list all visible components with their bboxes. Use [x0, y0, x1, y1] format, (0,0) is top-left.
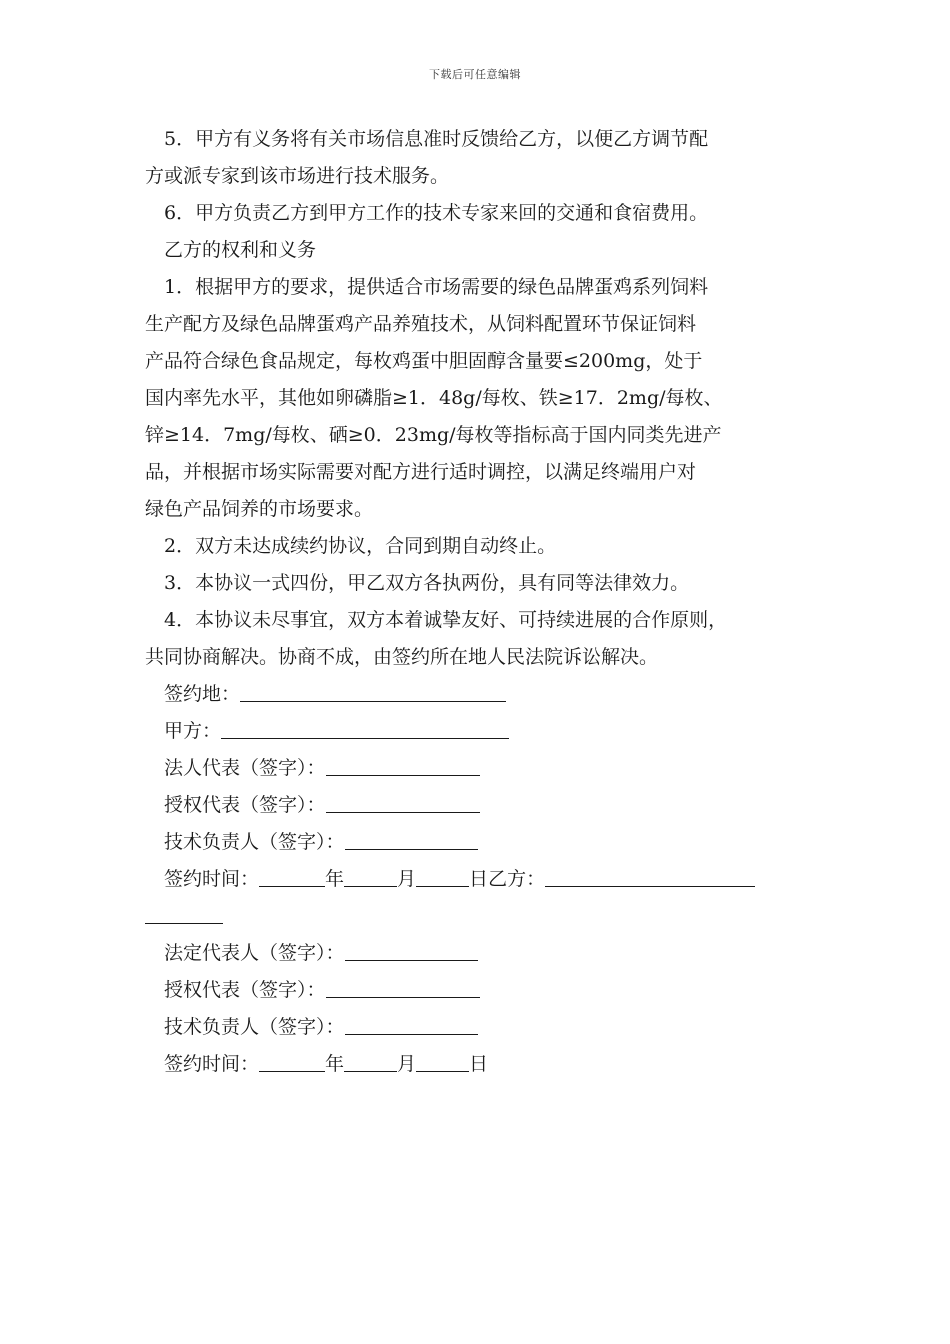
clause-b3: 3．本协议一式四份，甲乙双方各执两份，具有同等法律效力。 [164, 572, 690, 594]
date-a-day-label: 日 [469, 868, 489, 890]
clause-5-line-1: 5．甲方有义务将有关市场信息准时反馈给乙方，以便乙方调节配 [164, 128, 709, 150]
clause-5-line-2: 方或派专家到该市场进行技术服务。 [145, 165, 450, 187]
date-b-day-blank[interactable] [416, 1053, 469, 1072]
tech-lead-b-label: 技术负责人（签字）： [164, 1016, 345, 1038]
party-b-label: 乙方： [488, 868, 546, 890]
signing-place-label: 签约地： [164, 683, 241, 705]
clause-b2: 2．双方未达成续约协议，合同到期自动终止。 [164, 535, 557, 557]
auth-rep-b-blank[interactable] [326, 979, 480, 998]
party-b-rights-heading: 乙方的权利和义务 [164, 239, 317, 261]
legal-rep-blank[interactable] [326, 757, 480, 776]
clause-b1-line-1: 1．根据甲方的要求，提供适合市场需要的绿色品牌蛋鸡系列饲料 [164, 276, 709, 298]
signing-place-blank[interactable] [240, 683, 506, 702]
page-header: 下载后可任意编辑 [429, 68, 521, 81]
clause-b1-line-2: 生产配方及绿色品牌蛋鸡产品养殖技术，从饲料配置环节保证饲料 [145, 313, 697, 335]
party-a-label: 甲方： [164, 720, 222, 742]
date-b-day-label: 日 [469, 1053, 489, 1075]
date-a-month-blank[interactable] [344, 868, 397, 887]
signing-place-row [145, 676, 825, 713]
date-b-year-label: 年 [325, 1053, 345, 1075]
party-b-blank-wrap-row [145, 898, 825, 935]
tech-lead-a-label: 技术负责人（签字）： [164, 831, 345, 853]
document-body [145, 121, 825, 1083]
tech-lead-a-blank[interactable] [345, 831, 478, 850]
date-b-row [145, 1046, 825, 1083]
tech-lead-b-row [145, 1009, 825, 1046]
party-b-blank[interactable] [545, 868, 755, 887]
clause-b1-line-5: 锌≥14．7mg/每枚、硒≥0．23mg/每枚等指标高于国内同类先进产 [145, 424, 722, 446]
date-a-month-label: 月 [397, 868, 417, 890]
date-b-label: 签约时间： [164, 1053, 260, 1075]
auth-rep-a-blank[interactable] [326, 794, 480, 813]
date-b-month-blank[interactable] [344, 1053, 397, 1072]
party-a-blank[interactable] [221, 720, 509, 739]
date-b-year-blank[interactable] [259, 1053, 325, 1072]
clause-b1-line-4: 国内率先水平，其他如卵磷脂≥1．48g/每枚、铁≥17．2mg/每枚、 [145, 387, 723, 409]
auth-rep-a-label: 授权代表（签字）： [164, 794, 326, 816]
date-a-day-blank[interactable] [416, 868, 469, 887]
legal-def-rep-blank[interactable] [345, 942, 478, 961]
tech-lead-a-row [145, 824, 825, 861]
legal-def-rep-label: 法定代表人（签字）： [164, 942, 345, 964]
date-a-year-label: 年 [325, 868, 345, 890]
clause-b4-line-1: 4．本协议未尽事宜，双方本着诚挚友好、可持续进展的合作原则， [164, 609, 728, 631]
clause-b1-line-3: 产品符合绿色食品规定，每枚鸡蛋中胆固醇含量要≤200mg，处于 [145, 350, 703, 372]
party-a-row [145, 713, 825, 750]
date-a-year-blank[interactable] [259, 868, 325, 887]
legal-def-rep-row [145, 935, 825, 972]
date-b-month-label: 月 [397, 1053, 417, 1075]
clause-b1-line-6: 品，并根据市场实际需要对配方进行适时调控，以满足终端用户对 [145, 461, 697, 483]
party-b-blank-continued[interactable] [145, 905, 223, 924]
tech-lead-b-blank[interactable] [345, 1016, 478, 1035]
legal-rep-row [145, 750, 825, 787]
legal-rep-label: 法人代表（签字）： [164, 757, 326, 779]
auth-rep-b-row [145, 972, 825, 1009]
clause-b4-line-2: 共同协商解决。协商不成，由签约所在地人民法院诉讼解决。 [145, 646, 659, 668]
clause-6: 6．甲方负责乙方到甲方工作的技术专家来回的交通和食宿费用。 [164, 202, 709, 224]
date-a-label: 签约时间： [164, 868, 260, 890]
clause-b1-line-7: 绿色产品饲养的市场要求。 [145, 498, 374, 520]
date-a-row [145, 861, 825, 898]
auth-rep-a-row [145, 787, 825, 824]
auth-rep-b-label: 授权代表（签字）： [164, 979, 326, 1001]
